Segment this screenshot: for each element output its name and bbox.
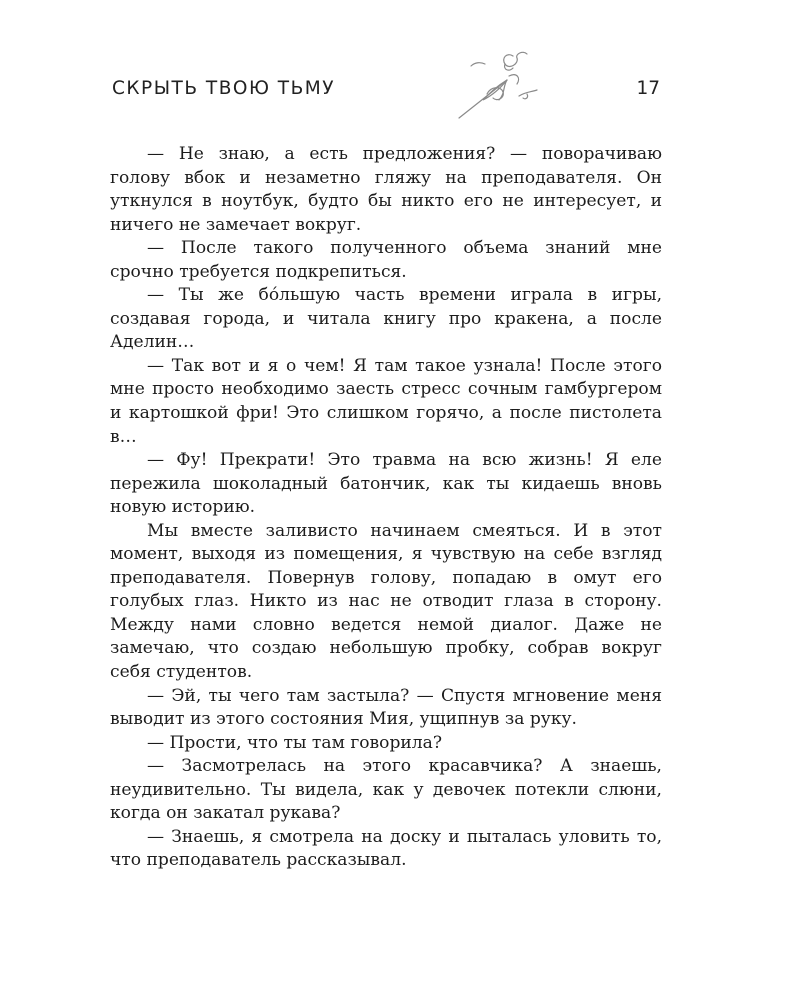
paragraph: — Прости, что ты там говорила? xyxy=(147,732,443,753)
running-title: СКРЫТЬ ТВОЮ ТЬМУ xyxy=(112,78,336,99)
page-body xyxy=(110,143,662,873)
paragraph: Мы вместе заливисто начинаем смеяться. И в этот момент, выходя из помещения, я чувствую на себе взгляд преподавателя. Повернув голову, попадаю в омут его голубых глаз. Никто из нас не отводит глаза в сторону. Между нами словно ведется немой диалог. Даже не замечаю, что создаю небольшую пробку, собрав вокруг себя студентов. xyxy=(110,520,662,683)
paragraph: — После такого полученного объема знаний мне срочно требуется подкрепиться. xyxy=(110,238,662,282)
page-header xyxy=(112,68,660,118)
paragraph: — Засмотрелась на этого красавчика? А знаешь, неудивительно. Ты видела, как у девочек потекли слюни, когда он закатал рукава? xyxy=(110,756,662,824)
paragraph: — Не знаю, а есть предложения? — поворачиваю голову вбок и незаметно гляжу на преподавателя. Он уткнулся в ноутбук, будто бы никто его не интересует, и ничего не замечает вокруг. xyxy=(110,144,662,235)
feather-ornament-icon xyxy=(447,46,547,126)
paragraph: — Фу! Прекрати! Это травма на всю жизнь! Я еле пережила шоколадный батончик, как ты кидаешь вновь новую историю. xyxy=(110,450,662,518)
paragraph: — Так вот и я о чем! Я там такое узнала! После этого мне просто необходимо заесть стресс сочным гамбургером и картошкой фри! Это слишком горячо, а после пистолета в… xyxy=(110,355,662,447)
paragraph: — Эй, ты чего там застыла? — Спустя мгновение меня выводит из этого состояния Мия, ущипнув за руку. xyxy=(110,685,662,730)
paragraph: — Ты же бо́льшую часть времени играла в игры, создавая города, и читала книгу про кракена, а после Аделин… xyxy=(110,285,662,353)
page-number: 17 xyxy=(636,78,660,99)
paragraph: — Знаешь, я смотрела на доску и пыталась уловить то, что преподаватель рассказывал. xyxy=(110,826,662,871)
